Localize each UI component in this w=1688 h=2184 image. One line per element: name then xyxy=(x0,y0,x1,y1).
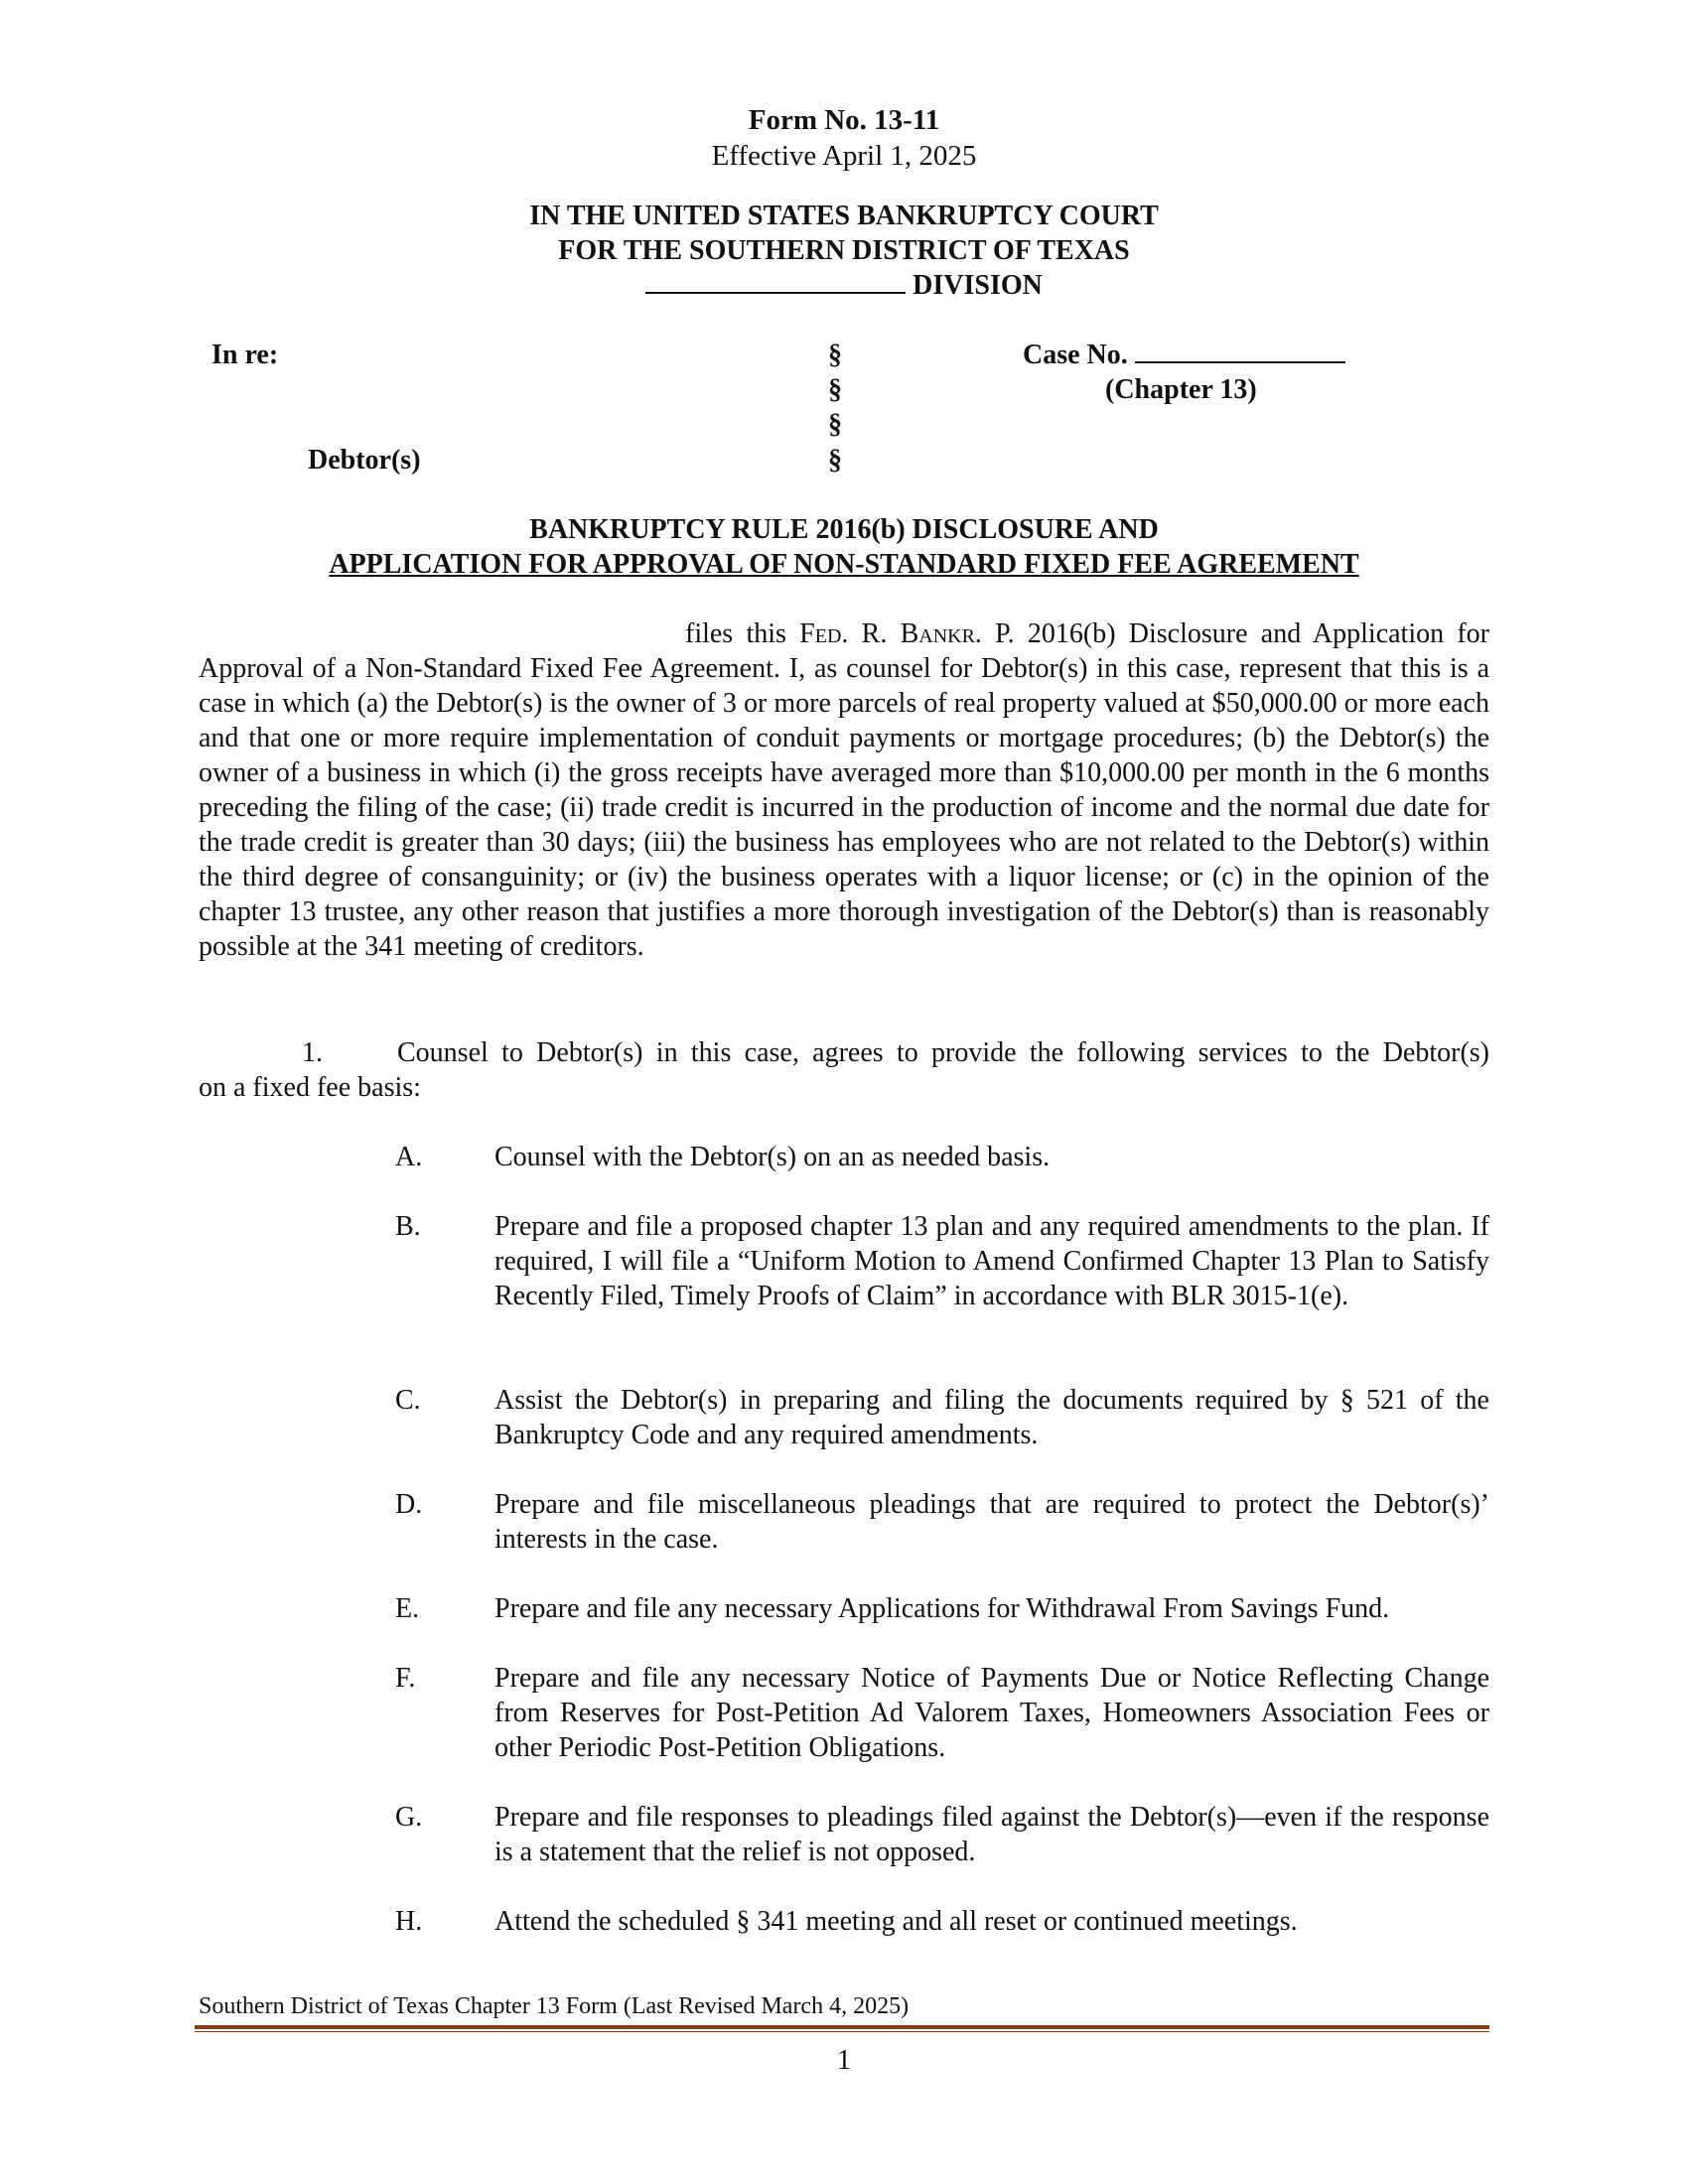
item-letter-h: H. xyxy=(395,1906,423,1937)
item-letter-e: E. xyxy=(395,1593,420,1624)
section-text-line2: on a fixed fee basis: xyxy=(199,1072,421,1103)
intro-first-line xyxy=(199,616,1489,651)
item-text-c: Assist the Debtor(s) in preparing and filing the documents required by § 521 of the Bankruptcy Code and any required amendments. xyxy=(494,1385,1489,1450)
section-mark: § xyxy=(828,409,842,440)
case-number-line xyxy=(1023,338,1345,372)
section-mark: § xyxy=(828,340,842,370)
footer-rule xyxy=(195,2025,1489,2029)
division-blank[interactable] xyxy=(645,268,906,294)
item-letter-b: B. xyxy=(395,1211,421,1242)
intro-fed-rule: Fed. R. Bankr. P. xyxy=(799,618,1015,649)
division-label: DIVISION xyxy=(913,270,1043,301)
title-line1: BANKRUPTCY RULE 2016(b) DISCLOSURE AND xyxy=(529,514,1159,545)
item-letter-a: A. xyxy=(395,1142,423,1172)
section-text-line1: Counsel to Debtor(s) in this case, agrees to provide the following services to the Debtor(s) xyxy=(397,1037,1489,1068)
division-line xyxy=(0,268,1688,303)
footer-rule-thin xyxy=(195,2031,1489,2032)
item-letter-c: C. xyxy=(395,1385,421,1416)
in-re-label: In re: xyxy=(211,340,279,370)
item-letter-f: F. xyxy=(395,1663,416,1694)
section-mark: § xyxy=(828,445,842,476)
section-number: 1. xyxy=(302,1037,323,1068)
item-letter-g: G. xyxy=(395,1802,423,1833)
court-name-line2: FOR THE SOUTHERN DISTRICT OF TEXAS xyxy=(558,235,1130,266)
page-number: 1 xyxy=(836,2044,852,2076)
intro-files-this: files this xyxy=(685,618,786,649)
item-text-h: Attend the scheduled § 341 meeting and all reset or continued meetings. xyxy=(494,1906,1298,1937)
court-name-line1: IN THE UNITED STATES BANKRUPTCY COURT xyxy=(529,201,1159,231)
form-number: Form No. 13-11 xyxy=(748,104,940,136)
chapter-label: (Chapter 13) xyxy=(1105,374,1257,405)
intro-body: Approval of a Non-Standard Fixed Fee Agreement. I, as counsel for Debtor(s) in this case, represent that this is a case in which (a) the Debtor(s) is the owner of 3 or more parcels of real property valued at $50,000.00 or more each and that one or more require implementation of conduit payments or mortgage procedures; (b) the Debtor(s) the owner of a business in which (i) the gross receipts have averaged more than $10,000.00 per month in the 6 months preceding the filing of the case; (ii) trade credit is incurred in the production of income and the normal due date for the trade credit is greater than 30 days; (iii) the business has employees who are not related to the Debtor(s) within the third degree of consanguinity; or (iv) the business operates with a liquor license; or (c) in the opinion of the chapter 13 trustee, any other reason that justifies a more thorough investigation of the Debtor(s) than is reasonably possible at the 341 meeting of creditors. xyxy=(199,653,1489,962)
effective-date: Effective April 1, 2025 xyxy=(711,140,977,172)
item-text-a: Counsel with the Debtor(s) on an as needed basis. xyxy=(494,1142,1051,1172)
item-text-f: Prepare and file any necessary Notice of Payments Due or Notice Reflecting Change from Reserves for Post-Petition Ad Valorem Taxes, Homeowners Association Fees or other Periodic Post-Petition Obligations. xyxy=(494,1663,1489,1763)
case-number-blank[interactable] xyxy=(1135,338,1345,363)
section-mark: § xyxy=(828,374,842,405)
item-text-g: Prepare and file responses to pleadings filed against the Debtor(s)—even if the response is a statement that the relief is not opposed. xyxy=(494,1802,1489,1867)
item-letter-d: D. xyxy=(395,1489,423,1520)
title-line2: APPLICATION FOR APPROVAL OF NON-STANDARD FIXED FEE AGREEMENT xyxy=(329,549,1359,580)
case-number-label: Case No. xyxy=(1023,340,1128,370)
item-text-e: Prepare and file any necessary Applications for Withdrawal From Savings Fund. xyxy=(494,1593,1390,1624)
intro-paragraph xyxy=(199,616,1489,964)
footer-text: Southern District of Texas Chapter 13 Form (Last Revised March 4, 2025) xyxy=(199,1993,910,2019)
item-text-d: Prepare and file miscellaneous pleadings that are required to protect the Debtor(s)’ interests in the case. xyxy=(494,1489,1489,1555)
debtor-label: Debtor(s) xyxy=(308,445,421,476)
item-text-b: Prepare and file a proposed chapter 13 plan and any required amendments to the plan. If required, I will file a “Uniform Motion to Amend Confirmed Chapter 13 Plan to Satisfy Recently Filed, Timely Proofs of Claim” in accordance with BLR 3015-1(e). xyxy=(494,1211,1489,1311)
intro-rest-line1: 2016(b) Disclosure and Application for xyxy=(1027,618,1490,649)
